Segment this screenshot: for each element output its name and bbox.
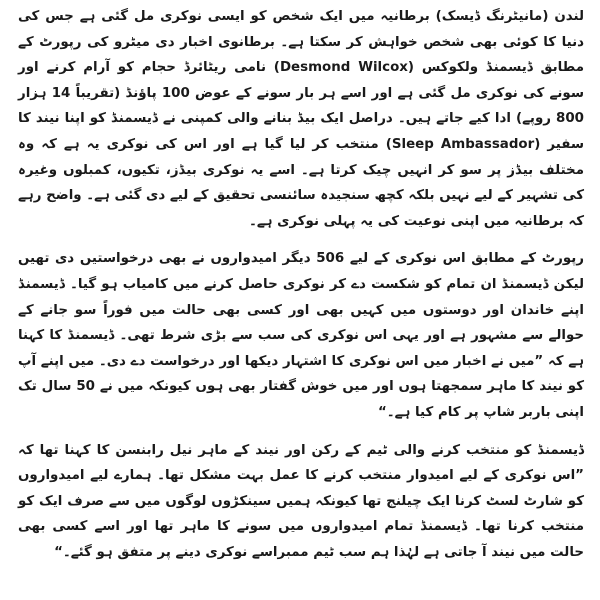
article-body: [18, 4, 584, 565]
article-paragraph-3: ڈیسمنڈ کو منتخب کرنے والی ٹیم کے رکن اور نیند کے ماہر نیل رابنسن کا کہنا تھا کہ ”اس نوکری کے لیے امیدوار منتخب کرنے کا عمل بہت مشکل تھا۔ ہمارے لیے امیدواروں کو شارٹ لسٹ کرنا ایک چیلنج تھا کیونکہ ہمیں سینکڑوں لوگوں میں سے صرف ایک کو منتخب کرنا تھا۔ ڈیسمنڈ تمام امیدواروں میں سونے کا ماہر تھا اور اسے کسی بھی حالت میں نیند آ جاتی ہے لہٰذا ہم سب ٹیم ممبراسے نوکری دینے پر متفق ہو گئے۔“: [18, 442, 585, 560]
article-paragraph-1: لندن (مانیٹرنگ ڈیسک) برطانیہ میں ایک شخص کو ایسی نوکری مل گئی ہے جس کی دنیا کا کوئی بھی شخص خواہش کر سکتا ہے۔ برطانوی اخبار دی میٹرو کی رپورٹ کے مطابق ڈیسمنڈ ولکوکس (Desmond Wilcox) نامی ریٹائرڈ حجام کو آرام کرنے اور سونے کی نوکری مل گئی ہے اور اسے ہر بار سونے کے عوض 100 پاﺅنڈ (تقریباً 14 ہزار 800 روپے) ادا کیے جاتے ہیں۔ دراصل ایک بیڈ بنانے والی کمپنی نے ڈیسمنڈ کو اپنا نیند کا سفیر (Sleep Ambassador) منتخب کر لیا گیا ہے اور اس کی نوکری یہ ہے کہ وہ مختلف بیڈز پر سو کر انہیں چیک کرتا ہے۔ اسے یہ نوکری بیڈز، تکیوں، کمبلوں وغیرہ کی تشہیر کے لیے نہیں بلکہ کچھ سنجیدہ سائنسی تحقیق کے لیے دی گئی ہے۔ واضح رہے کہ برطانیہ میں اپنی نوعیت کی یہ پہلی نوکری ہے۔: [18, 9, 585, 229]
article-paragraph-2: رپورٹ کے مطابق اس نوکری کے لیے 506 دیگر امیدواروں نے بھی درخواستیں دی تھیں لیکن ڈیسمنڈ ان تمام کو شکست دے کر نوکری حاصل کرنے میں کامیاب ہو گیا۔ ڈیسمنڈ اپنے خاندان اور دوستوں میں کہیں بھی اور کسی بھی حالت میں فوراً سو جانے کے حوالے سے مشہور ہے اور یہی اس نوکری کی سب سے بڑی شرط تھی۔ ڈیسمنڈ کا کہنا ہے کہ ”میں نے اخبار میں اس نوکری کا اشتہار دیکھا اور درخواست دے دی۔ میں اپنے آپ کو نیند کا ماہر سمجھتا ہوں اور میں خوش گفتار بھی ہوں کیونکہ میں نے 50 سال تک اپنی باربر شاپ پر کام کیا ہے۔“: [18, 251, 584, 420]
